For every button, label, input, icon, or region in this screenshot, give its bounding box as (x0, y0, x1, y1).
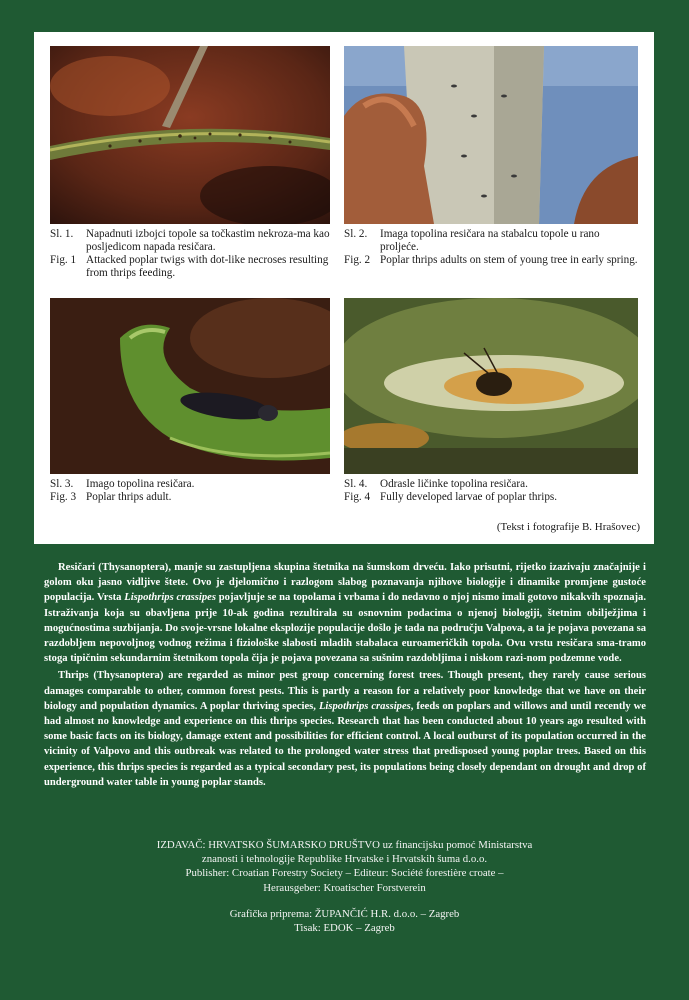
caption-text: Poplar thrips adults on stem of young tree in early spring. (380, 254, 638, 266)
caption-text: Poplar thrips adult. (86, 491, 172, 503)
summary-text (44, 560, 646, 790)
caption-figure-3 (50, 478, 330, 504)
photo-larvae (344, 298, 638, 474)
species-name: Lispothrips crassipes (318, 700, 411, 712)
caption-text: Fully developed larvae of poplar thrips. (380, 491, 558, 503)
publisher-footer (0, 838, 689, 935)
publisher-line: Herausgeber: Kroatischer Forstverein (263, 881, 426, 894)
caption-label: Sl. 1. (50, 228, 74, 240)
figure-panel (34, 32, 654, 544)
spacer (0, 895, 689, 907)
photo-attacked-twigs (50, 46, 330, 224)
photo-adults-on-stem (344, 46, 638, 224)
caption-text: Odrasle ličinke topolina resičara. (380, 478, 528, 490)
paragraph-text: , feeds on poplars and willows and until recently we had almost no knowledge and experience on this thrips species. Research that has been conducted about 10 years ago resulted with some basic facts on its biology, damage extent and possibilities for efficient control. A local outburst of its population occurred in the vicinity of Valpovo and this outbreak was related to the prolonged water stress that predisposed young poplar trees. Based on this experience, this thrips species is regarded as a typical secondary pest, its populations being closely dependant on drought and drop of underground water table in young poplar stands. (44, 700, 646, 788)
caption-text: Napadnuti izbojci topole sa točkastim nekroza-ma kao posljedicom napada resičara. (86, 228, 330, 253)
caption-label: Sl. 3. (50, 478, 74, 490)
caption-label: Sl. 4. (344, 478, 368, 490)
photo-thrips-adult (50, 298, 330, 474)
species-name: Lispothrips crassipes (124, 592, 216, 604)
caption-figure-2 (344, 228, 638, 267)
publisher-line: Publisher: Croatian Forestry Society – Editeur: Société forestière croate – (185, 867, 504, 880)
prepress-line: Grafička priprema: ŽUPANČIĆ H.R. d.o.o. – Zagreb (229, 907, 460, 920)
paragraph-text: Thrips (Thysanoptera) are regarded as minor pest group concerning forest trees. Though present, they rarely cause serious damages comparable to other, common forest pests. This is partly a reason for a relatively poor knowledge that we have on their biology and population dynamics. A poplar thriving species, (44, 670, 646, 712)
publisher-line: IZDAVAČ: HRVATSKO ŠUMARSKO DRUŠTVO uz financijsku pomoć Ministarstva (156, 839, 533, 851)
caption-text: Imaga topolina resičara na stabalcu topole u rano proljeće. (380, 228, 600, 253)
english-paragraph (44, 668, 646, 790)
publisher-line: znanosti i tehnologije Republike Hrvatske i Hrvatskih šuma d.o.o. (201, 853, 488, 866)
caption-label: Fig. 3 (50, 491, 77, 503)
paragraph-text: pojavljuje se na topolama i vrbama i do nedavno o njoj nismo imali gotovo nikakvih spoznaja. Istraživanja koja su obavljena prije 10-ak godina rezultirala su osnovnim podacima o njenoj biologiji, štetnim obilježjima i mogućnostima suzbijanja. Do svoje-vrsne lokalne eksplozije populacije došlo je tada na području Valpova, a ta je pojava povezana sa razdobljem nepovoljnog vodnog režima i fiziološke slabosti mladih stabalaca euroameričkih topola. Ovu vrstu resičara sma-tramo stoga tipičnim sekundarnim štetnikom topola čija je pojava povezana sa sušnim razdobljima i niskom razi-nom podzemne vode. (44, 592, 646, 665)
caption-label: Fig. 2 (344, 254, 371, 266)
caption-label: Sl. 2. (344, 228, 368, 240)
caption-label: Fig. 1 (50, 254, 77, 266)
caption-text: Imago topolina resičara. (86, 478, 195, 490)
caption-label: Fig. 4 (344, 491, 371, 503)
caption-figure-4 (344, 478, 638, 504)
paragraph-text: Resičari (Thysanoptera), manje su zastupljena skupina štetnika na šumskom drveću. Iako prisutni, rijetko izazivaju značajnije i golom oku jasno vidljive štete. Ovo je djelomično i razlogom slabog poznavanja njihove biologije i dinamike promjene gustoće populacija. Vrsta (44, 562, 646, 604)
croatian-paragraph (44, 560, 646, 666)
caption-figure-1 (50, 228, 330, 280)
photo-credit: (Tekst i fotografije B. Hrašovec) (496, 521, 640, 533)
caption-text: Attacked poplar twigs with dot-like necroses resulting from thrips feeding. (86, 254, 329, 279)
printer-line: Tisak: EDOK – Zagreb (294, 922, 395, 935)
